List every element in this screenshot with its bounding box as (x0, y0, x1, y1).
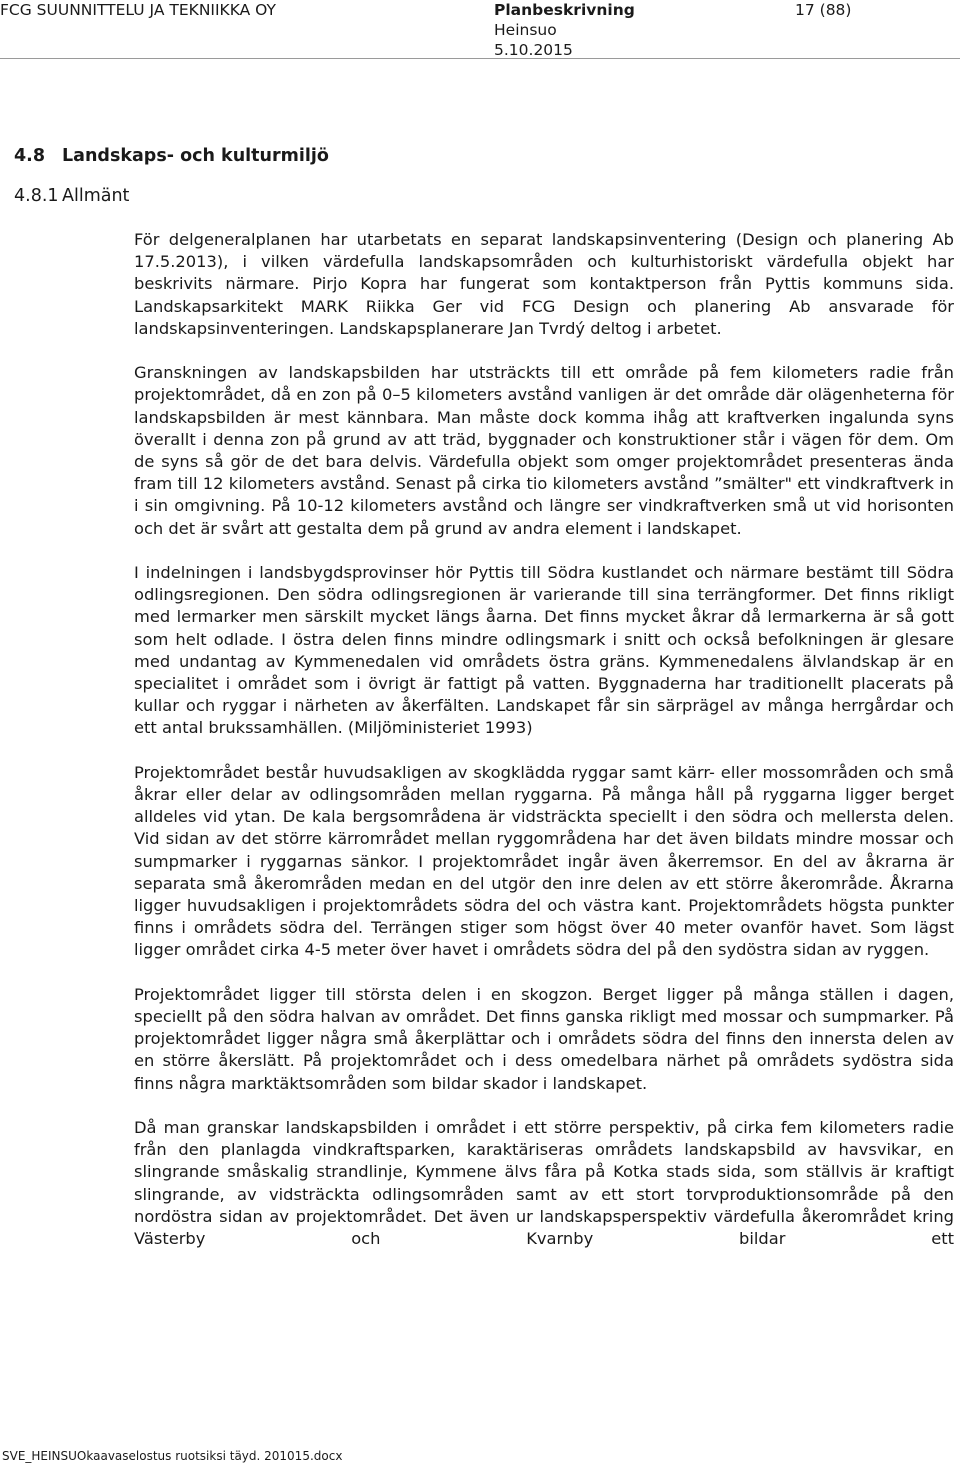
section-heading (14, 146, 329, 166)
footer-filename: SVE_HEINSUOkaavaselostus ruotsiksi täyd. 201015.docx (2, 1449, 343, 1463)
paragraph: Projektområdet ligger till största delen i en skogzon. Berget ligger på många ställen i dagen, speciellt på den södra halvan av området. Det finns ganska rikligt med mossar och sumpmarker. På projektområdet ligger några små åkerplättar och i områdets södra del finns den innersta delen av en större åkerslätt. På projektområdet och i dess omedelbara närhet på områdets sydöstra sida finns några marktäktsområden som bildar skador i landskapet. (134, 984, 954, 1093)
document-title: Planbeskrivning (494, 1, 635, 19)
body-text (134, 229, 954, 1272)
paragraph: Projektområdet består huvudsakligen av skogklädda ryggar samt kärr- eller mossområden och små åkrar eller delar av odlingsområden mellan ryggarna. På många håll på ryggarna ligger berget alldeles vid ytan. De kala bergsområdena är vidsträckta speciellt i den södra och mellersta delen. Vid sidan av det större kärrområdet mellan ryggområdena har det även bildats mindre mossar och sumpmarker i ryggarnas sänkor. I projektområdet ingår även åkerremsor. En del av åkrarna är separata små åkerområden medan en del utgör den inre delen av ett större åkerområde. Åkrarna ligger huvudsakligen i projektområdets södra del och västra kant. Projektområdets högsta punkter finns i områdets södra del. Terrängen stiger som högst över 40 meter ovanför havet. Som lägst ligger området cirka 4-5 meter över havet i områdets södra del på den sydöstra sidan av ryggen. (134, 762, 954, 960)
company-name: FCG SUUNNITTELU JA TEKNIIKKA OY (0, 1, 276, 19)
paragraph: Då man granskar landskapsbilden i området i ett större perspektiv, på cirka fem kilometers radie från den planlagda vindkraftsparken, karaktäriseras områdets landskapsbild av havsvikar, en slingrande småskalig strandlinje, Kymmene älvs fåra på Kotka stads sida, som ställvis är kraftigt slingrande, av vidsträckta odlingsområden samt av ett stort torvproduktionsområde på den nordöstra sidan av projektområdet. Det även ur landskapsperspektiv värdefulla åkerområdet kring Västerby och Kvarnby bildar ett (134, 1118, 954, 1249)
subsection-heading (14, 186, 129, 206)
section-title: Landskaps- och kulturmiljö (62, 146, 329, 166)
paragraph: Granskningen av landskapsbilden har utsträckts till ett område på fem kilometers radie från projektområdet, då en zon på 0–5 kilometers avstånd vanligen är det område där olägenheterna för landskapsbilden är mest kännbara. Man måste dock komma ihåg att kraftverken ingalunda syns överallt i denna zon på grund av att träd, byggnader och konstruktioner står i vägen för dem. Om de syns så gör de det bara delvis. Värdefulla objekt som omger projektområdet presenteras ända fram till 12 kilometers avstånd. Senast på cirka tio kilometers avstånd ”smälter" ett vindkraftverk in i sin omgivning. På 10-12 kilometers avstånd och längre ser vindkraftverken små ut vid horisonten och det är svårt att gestalta dem på grund av andra element i landskapet. (134, 363, 954, 538)
subsection-title: Allmänt (62, 186, 130, 206)
project-name: Heinsuo (494, 21, 557, 39)
paragraph: För delgeneralplanen har utarbetats en separat landskapsinventering (Design och planering Ab 17.5.2013), i vilken värdefulla landskapsområden och kulturhistoriskt värdefulla objekt har beskrivits närmare. Pirjo Kopra har fungerat som kontaktperson från Pyttis kommuns sida. Landskapsarkitekt MARK Riikka Ger vid FCG Design och planering Ab ansvarade för landskapsinventeringen. Landskapsplanerare Jan Tvrdý deltog i arbetet. (134, 230, 954, 338)
section-number: 4.8 (14, 146, 46, 166)
page-header (0, 0, 960, 59)
header-center-block (494, 0, 635, 60)
header-divider (0, 58, 960, 59)
subsection-number: 4.8.1 (14, 186, 59, 206)
paragraph: I indelningen i landsbygdsprovinser hör Pyttis till Södra kustlandet och närmare bestämt till Södra odlingsregionen. Den södra odlingsregionen är varierande till sina terrängformer. Det finns rikligt med lermarker men särskilt mycket längs åarna. Det finns mycket åkrar då lermarkerna är så gott som helt odlade. I östra delen finns mindre odlingsmark i snitt och också befolkningen är glesare med undantag av Kymmenedalen vid områdets östra gräns. Kymmenedalens älvlandskap är en specialitet i området som i övrigt är fattigt på vatten. Byggnaderna har traditionellt placerats på kullar och ryggar i närheten av åkerfälten. Landskapet får sin särprägel av många herrgårdar och ett antal brukssamhällen. (Miljöministeriet 1993) (134, 563, 954, 738)
page-number: 17 (88) (795, 1, 852, 19)
document-date: 5.10.2015 (494, 41, 573, 59)
